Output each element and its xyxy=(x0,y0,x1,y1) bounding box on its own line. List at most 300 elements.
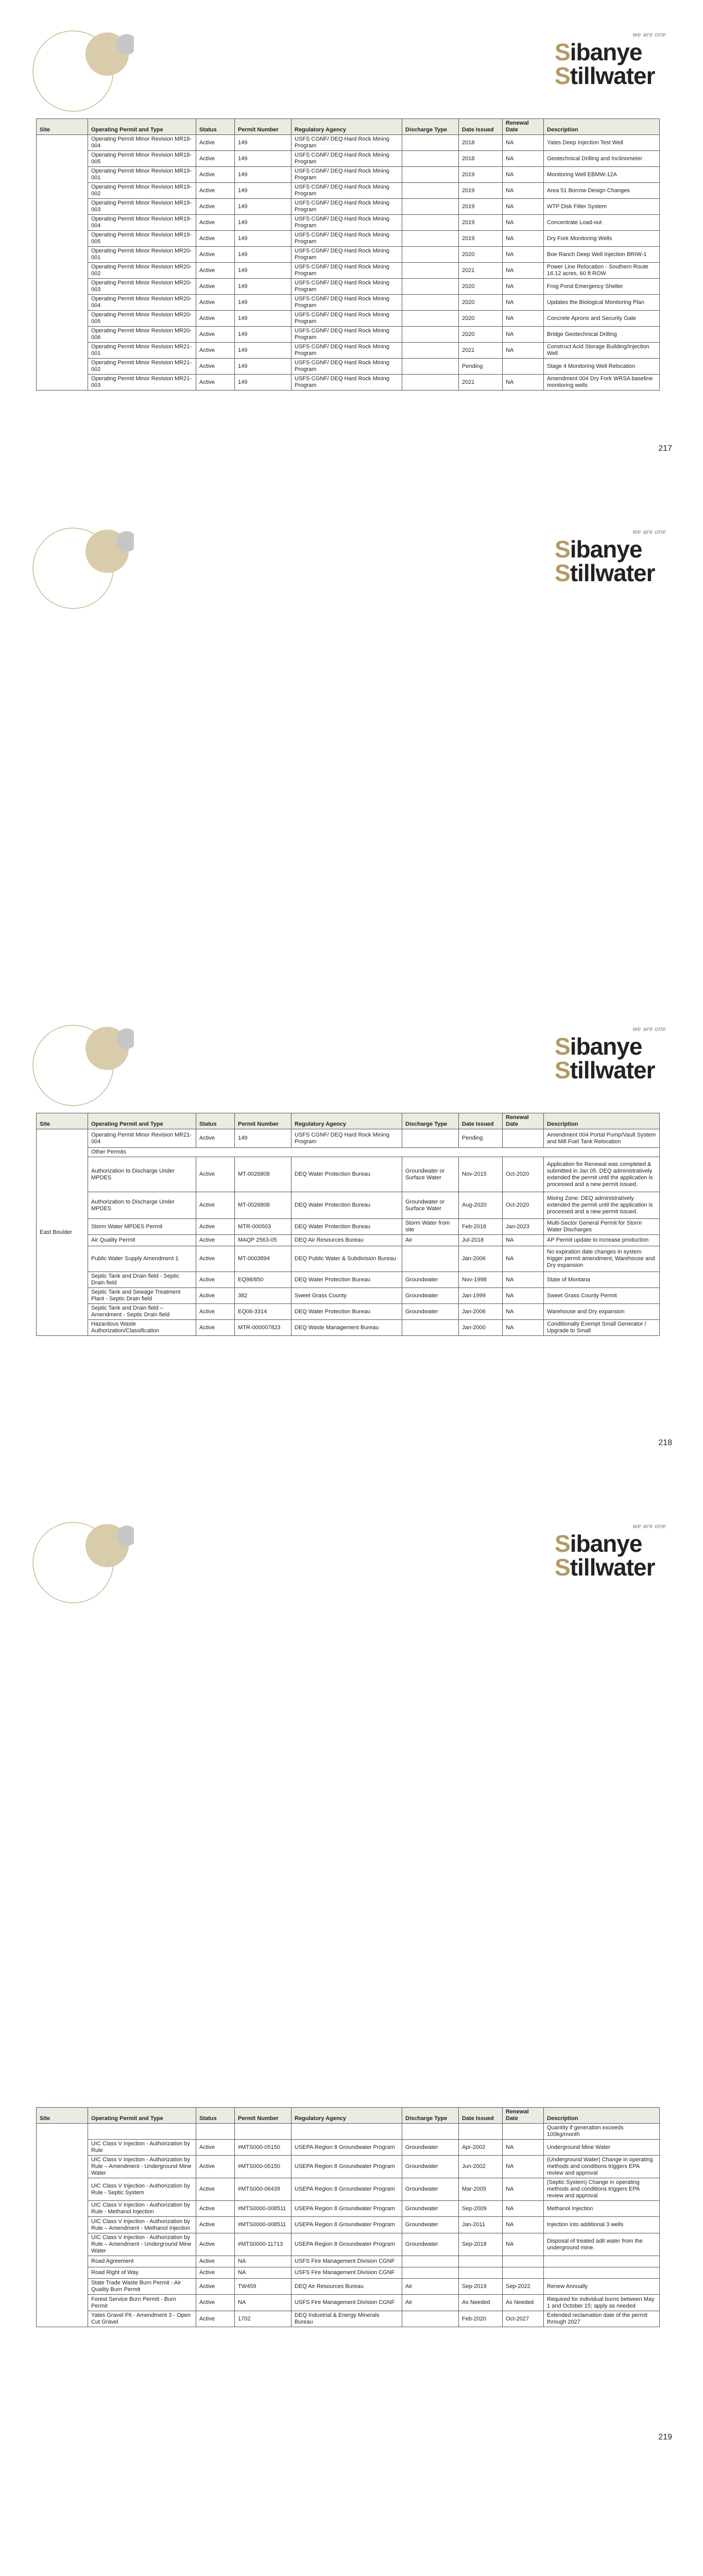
discharge-type-cell xyxy=(402,199,459,215)
status-cell: Active xyxy=(196,2217,235,2233)
permit-type-cell: UIC Class V Injection - Authorization by Rule – Amendment - Underground Mine Water xyxy=(88,2156,196,2178)
discharge-type-cell xyxy=(402,2256,459,2267)
description-cell: Disposal of treated adit water from the underground mine. xyxy=(544,2233,660,2256)
permit-number-cell: 149 xyxy=(235,327,292,343)
discharge-type-cell xyxy=(402,343,459,359)
table-row xyxy=(37,2201,660,2217)
description-cell: Multi-Sector General Permit for Storm Water Discharges xyxy=(544,1219,660,1235)
regulatory-agency-cell: DEQ Water Protection Bureau xyxy=(292,1219,402,1235)
table-row xyxy=(37,183,660,199)
discharge-type-cell: Air xyxy=(402,2295,459,2311)
regulatory-agency-cell: USFS CGNF/ DEQ Hard Rock Mining Program xyxy=(292,215,402,231)
permit-number-cell: 149 xyxy=(235,247,292,263)
permit-number-cell: 149 xyxy=(235,167,292,183)
header-permit-number: Permit Number xyxy=(235,1113,292,1129)
header-description: Description xyxy=(544,119,660,135)
regulatory-agency-cell: USFS CGNF/ DEQ Hard Rock Mining Program xyxy=(292,167,402,183)
permit-type-cell: Septic Tank and Drain field – Amendment - Septic Drain field xyxy=(88,1304,196,1320)
permit-type-cell: Road Right of Way xyxy=(88,2267,196,2279)
permit-number-cell: #MTS0000-008511 xyxy=(235,2217,292,2233)
regulatory-agency-cell: USFS Fire Management Division CGNF xyxy=(292,2256,402,2267)
permit-number-cell: 149 xyxy=(235,135,292,151)
company-logo xyxy=(555,30,673,92)
date-issued-cell: 2018 xyxy=(459,151,503,167)
renewal-date-cell: Oct-2027 xyxy=(503,2311,544,2327)
permit-type-cell: Operating Permit Minor Revision MR20-005 xyxy=(88,311,196,327)
description-cell: Geotechnical Drilling and Inclinometer xyxy=(544,151,660,167)
description-cell: Frog Pond Emergency Shelter xyxy=(544,279,660,295)
permit-type-cell: Operating Permit Minor Revision MR21-004 xyxy=(88,1129,196,1148)
date-issued-cell: Nov-1998 xyxy=(459,1272,503,1288)
status-cell: Active xyxy=(196,231,235,247)
permit-number-cell: #MTS000-05150 xyxy=(235,2140,292,2156)
table-row xyxy=(37,247,660,263)
date-issued-cell: 2020 xyxy=(459,279,503,295)
status-cell: Active xyxy=(196,2156,235,2178)
status-cell: Active xyxy=(196,2279,235,2295)
permit-number-cell: #MTS0000-008511 xyxy=(235,2201,292,2217)
permit-type-cell: Air Quality Permit xyxy=(88,1235,196,1246)
table-row xyxy=(37,263,660,279)
discharge-type-cell: Groundwater xyxy=(402,2217,459,2233)
permit-type-cell: Storm Water MPDES Permit xyxy=(88,1219,196,1235)
site-cell: East Boulder xyxy=(37,1129,88,1336)
discharge-type-cell xyxy=(402,375,459,391)
permit-type-cell: Operating Permit Minor Revision MR19-002 xyxy=(88,183,196,199)
status-cell: Active xyxy=(196,311,235,327)
discharge-type-cell: Groundwater xyxy=(402,2201,459,2217)
date-issued-cell xyxy=(459,2124,503,2140)
header-site: Site xyxy=(37,119,88,135)
renewal-date-cell: NA xyxy=(503,1272,544,1288)
renewal-date-cell: NA xyxy=(503,1246,544,1272)
table-row xyxy=(37,359,660,375)
company-logo xyxy=(555,527,673,589)
permit-type-cell: Operating Permit Minor Revision MR20-006 xyxy=(88,327,196,343)
table-row xyxy=(37,2279,660,2295)
permit-number-cell: 382 xyxy=(235,1288,292,1304)
status-cell: Active xyxy=(196,1157,235,1192)
renewal-date-cell: As Needed xyxy=(503,2295,544,2311)
description-cell: Power Line Relocation - Southern Route 16.12 acres, 60 ft ROW xyxy=(544,263,660,279)
permit-type-cell: Public Water Supply Amendment 1 xyxy=(88,1246,196,1272)
permit-number-cell: MTR-000503 xyxy=(235,1219,292,1235)
regulatory-agency-cell: DEQ Water Protection Bureau xyxy=(292,1192,402,1219)
regulatory-agency-cell: USFS CGNF/ DEQ Hard Rock Mining Program xyxy=(292,247,402,263)
table-row xyxy=(37,199,660,215)
permit-type-cell: Operating Permit Minor Revision MR18-004 xyxy=(88,135,196,151)
description-cell: Warehouse and Dry expansion xyxy=(544,1304,660,1320)
status-cell: Active xyxy=(196,1192,235,1219)
regulatory-agency-cell: USFS CGNF/ DEQ Hard Rock Mining Program xyxy=(292,231,402,247)
description-cell xyxy=(544,2256,660,2267)
discharge-type-cell xyxy=(402,183,459,199)
permit-number-cell: MTR-000007823 xyxy=(235,1320,292,1336)
permit-type-cell: Road Agreement xyxy=(88,2256,196,2267)
date-issued-cell: Jul-2018 xyxy=(459,1235,503,1246)
description-cell: Application for Renewal was completed & submitted in Jan 05. DEQ administratively extended the permit until the application is processed and a new permit issued. xyxy=(544,1157,660,1192)
description-cell: State of Montana xyxy=(544,1272,660,1288)
permit-type-cell: Hazardous Waste Authorization/Classification xyxy=(88,1320,196,1336)
status-cell: Active xyxy=(196,135,235,151)
status-cell: Active xyxy=(196,279,235,295)
permit-number-cell: 149 xyxy=(235,359,292,375)
header-discharge-type: Discharge Type xyxy=(402,119,459,135)
table-row xyxy=(37,167,660,183)
status-cell: Active xyxy=(196,1272,235,1288)
discharge-type-cell xyxy=(402,327,459,343)
permit-type-cell: Authorization to Discharge Under MPDES xyxy=(88,1192,196,1219)
logo-word-2: Stillwater xyxy=(555,560,655,586)
renewal-date-cell: NA xyxy=(503,231,544,247)
date-issued-cell: 2019 xyxy=(459,231,503,247)
site-cell xyxy=(37,135,88,391)
regulatory-agency-cell: USFS CGNF/ DEQ Hard Rock Mining Program xyxy=(292,327,402,343)
permit-type-cell: Operating Permit Minor Revision MR20-004 xyxy=(88,295,196,311)
regulatory-agency-cell: DEQ Air Resources Bureau xyxy=(292,2279,402,2295)
date-issued-cell: Aug-2020 xyxy=(459,1192,503,1219)
description-cell: Conditionally Exempt Small Generator / Upgrade to Small xyxy=(544,1320,660,1336)
description-cell: Mixing Zone: DEQ administratively extended the permit until the application is processed and a new permit issued. xyxy=(544,1192,660,1219)
permit-number-cell: EQ98/850 xyxy=(235,1272,292,1288)
regulatory-agency-cell: USFS CGNF/ DEQ Hard Rock Mining Program xyxy=(292,311,402,327)
regulatory-agency-cell: USEPA Region 8 Groundwater Program xyxy=(292,2140,402,2156)
status-cell: Active xyxy=(196,1320,235,1336)
regulatory-agency-cell: USFS CGNF/ DEQ Hard Rock Mining Program xyxy=(292,359,402,375)
header-permit-type: Operating Permit and Type xyxy=(88,1113,196,1129)
date-issued-cell: Apr-2002 xyxy=(459,2140,503,2156)
date-issued-cell: Jan-2006 xyxy=(459,1304,503,1320)
date-issued-cell: Jan-2000 xyxy=(459,1320,503,1336)
description-cell: Amendment 004 Dry Fork WRSA baseline monitoring wells xyxy=(544,375,660,391)
table-row xyxy=(37,2311,660,2327)
regulatory-agency-cell: DEQ Air Resources Bureau xyxy=(292,1235,402,1246)
company-logo xyxy=(555,1521,673,1583)
permit-number-cell: 149 xyxy=(235,311,292,327)
status-cell: Active xyxy=(196,375,235,391)
table-header-row xyxy=(37,119,660,135)
permit-number-cell: MAQP 2563-05 xyxy=(235,1235,292,1246)
date-issued-cell: Jan-1999 xyxy=(459,1288,503,1304)
logo-word-1: Sibanye xyxy=(555,536,642,563)
decorative-circles-icon xyxy=(31,1517,134,1605)
permit-type-cell: Authorization to Discharge Under MPDES xyxy=(88,1157,196,1192)
table-row xyxy=(37,327,660,343)
discharge-type-cell xyxy=(402,359,459,375)
table-row xyxy=(37,2124,660,2140)
date-issued-cell: 2019 xyxy=(459,183,503,199)
permit-number-cell: 149 xyxy=(235,183,292,199)
discharge-type-cell: Groundwater xyxy=(402,1272,459,1288)
discharge-type-cell xyxy=(402,2267,459,2279)
table-header-row xyxy=(37,2108,660,2124)
table-row xyxy=(37,151,660,167)
regulatory-agency-cell: USFS CGNF/ DEQ Hard Rock Mining Program xyxy=(292,375,402,391)
regulatory-agency-cell: USFS CGNF/ DEQ Hard Rock Mining Program xyxy=(292,1129,402,1148)
status-cell: Active xyxy=(196,295,235,311)
permit-type-cell: Operating Permit Minor Revision MR19-003 xyxy=(88,199,196,215)
page-number: 218 xyxy=(658,1438,672,1447)
description-cell: Sweet Grass County Permit xyxy=(544,1288,660,1304)
description-cell: Dry Fork Monitoring Wells xyxy=(544,231,660,247)
header-renewal-date: Renewal Date xyxy=(503,119,544,135)
logo-tagline: we are one xyxy=(632,528,666,535)
status-cell: Active xyxy=(196,359,235,375)
status-cell xyxy=(196,2124,235,2140)
description-cell: Construct Acid Storage Building/Injection Well xyxy=(544,343,660,359)
logo-word-2: Stillwater xyxy=(555,62,655,89)
logo-word-1: Sibanye xyxy=(555,1530,642,1557)
date-issued-cell: Jun-2002 xyxy=(459,2156,503,2178)
date-issued-cell: Pending xyxy=(459,1129,503,1148)
description-cell: (Septic System) Change in operating methods and conditions triggers EPA review and approval xyxy=(544,2178,660,2201)
renewal-date-cell: NA xyxy=(503,2156,544,2178)
date-issued-cell: 2020 xyxy=(459,311,503,327)
discharge-type-cell xyxy=(402,247,459,263)
status-cell: Active xyxy=(196,2178,235,2201)
renewal-date-cell: NA xyxy=(503,343,544,359)
regulatory-agency-cell: USFS CGNF/ DEQ Hard Rock Mining Program xyxy=(292,135,402,151)
page-number: 219 xyxy=(658,2433,672,2442)
permit-number-cell: #MTS000-06439 xyxy=(235,2178,292,2201)
date-issued-cell: Sep-2019 xyxy=(459,2279,503,2295)
discharge-type-cell: Air xyxy=(402,2279,459,2295)
permit-number-cell: 149 xyxy=(235,215,292,231)
renewal-date-cell: NA xyxy=(503,199,544,215)
renewal-date-cell: NA xyxy=(503,183,544,199)
discharge-type-cell: Storm Water from site xyxy=(402,1219,459,1235)
discharge-type-cell xyxy=(402,215,459,231)
status-cell: Active xyxy=(196,1304,235,1320)
header-description: Description xyxy=(544,2108,660,2124)
description-cell: Renew Annually xyxy=(544,2279,660,2295)
document-page xyxy=(0,1492,703,1989)
logo-word-2: Stillwater xyxy=(555,1554,655,1581)
description-cell: Yates Deep Injection Test Well xyxy=(544,135,660,151)
regulatory-agency-cell: USEPA Region 8 Groundwater Program xyxy=(292,2217,402,2233)
table-row xyxy=(37,311,660,327)
permit-number-cell: NA xyxy=(235,2256,292,2267)
site-cell xyxy=(37,2124,88,2327)
date-issued-cell: 2020 xyxy=(459,327,503,343)
header-permit-number: Permit Number xyxy=(235,2108,292,2124)
date-issued-cell: Jan-2011 xyxy=(459,2217,503,2233)
discharge-type-cell: Groundwater xyxy=(402,1288,459,1304)
date-issued-cell: 2019 xyxy=(459,199,503,215)
status-cell: Active xyxy=(196,1235,235,1246)
status-cell: Active xyxy=(196,1288,235,1304)
header-renewal-date: Renewal Date xyxy=(503,1113,544,1129)
discharge-type-cell: Air xyxy=(402,1235,459,1246)
permit-number-cell: #MTS000-05150 xyxy=(235,2156,292,2178)
description-cell: No expiration date changes in system trigger permit amendment, Warehouse and Dry expansion xyxy=(544,1246,660,1272)
description-cell: Stage 4 Monitoring Well Relocation xyxy=(544,359,660,375)
permits-table xyxy=(36,118,660,391)
permit-type-cell: Yates Gravel Pit - Amendment 3 - Open Cut Gravel xyxy=(88,2311,196,2327)
table-row xyxy=(37,2267,660,2279)
permit-type-cell: Operating Permit Minor Revision MR18-005 xyxy=(88,151,196,167)
permit-type-cell: UIC Class V Injection - Authorization by Rule - Septic System xyxy=(88,2178,196,2201)
header-status: Status xyxy=(196,119,235,135)
permit-number-cell: 149 xyxy=(235,263,292,279)
status-cell: Active xyxy=(196,263,235,279)
date-issued-cell: Feb-2020 xyxy=(459,2311,503,2327)
description-cell: Required for individual burns between May 1 and October 15; apply as needed xyxy=(544,2295,660,2311)
permit-type-cell: Operating Permit Minor Revision MR21-002 xyxy=(88,359,196,375)
page-number: 217 xyxy=(658,444,672,453)
header-date-issued: Date Issued xyxy=(459,119,503,135)
regulatory-agency-cell: DEQ Water Protection Bureau xyxy=(292,1304,402,1320)
renewal-date-cell: NA xyxy=(503,311,544,327)
company-logo xyxy=(555,1024,673,1086)
permit-type-cell: Operating Permit Minor Revision MR19-001 xyxy=(88,167,196,183)
header-permit-number: Permit Number xyxy=(235,119,292,135)
status-cell: Active xyxy=(196,2295,235,2311)
description-cell: Concrete Aprons and Security Gate xyxy=(544,311,660,327)
regulatory-agency-cell: USFS CGNF/ DEQ Hard Rock Mining Program xyxy=(292,199,402,215)
date-issued-cell: 2021 xyxy=(459,263,503,279)
permit-type-cell: UIC Class V Injection - Authorization by Rule – Amendment - Underground Mine Water xyxy=(88,2233,196,2256)
status-cell: Active xyxy=(196,327,235,343)
logo-tagline: we are one xyxy=(632,1522,666,1530)
date-issued-cell: 2020 xyxy=(459,295,503,311)
status-cell: Active xyxy=(196,2201,235,2217)
header-site: Site xyxy=(37,1113,88,1129)
status-cell: Active xyxy=(196,215,235,231)
header-regulatory-agency: Regulatory Agency xyxy=(292,119,402,135)
discharge-type-cell: Groundwater xyxy=(402,2178,459,2201)
permit-number-cell: #MTS0000-11713 xyxy=(235,2233,292,2256)
permit-number-cell: 149 xyxy=(235,375,292,391)
permit-type-cell: Operating Permit Minor Revision MR19-005 xyxy=(88,231,196,247)
regulatory-agency-cell: USEPA Region 8 Groundwater Program xyxy=(292,2201,402,2217)
regulatory-agency-cell: USFS CGNF/ DEQ Hard Rock Mining Program xyxy=(292,343,402,359)
renewal-date-cell: NA xyxy=(503,2201,544,2217)
permit-number-cell: 149 xyxy=(235,343,292,359)
permit-type-cell: Forest Service Burn Permit - Burn Permit xyxy=(88,2295,196,2311)
document-page xyxy=(0,0,703,497)
date-issued-cell: Mar-2005 xyxy=(459,2178,503,2201)
status-cell: Active xyxy=(196,343,235,359)
header-renewal-date: Renewal Date xyxy=(503,2108,544,2124)
renewal-date-cell: NA xyxy=(503,247,544,263)
renewal-date-cell: NA xyxy=(503,1235,544,1246)
header-regulatory-agency: Regulatory Agency xyxy=(292,2108,402,2124)
permit-number-cell: NA xyxy=(235,2295,292,2311)
status-cell: Active xyxy=(196,2233,235,2256)
regulatory-agency-cell: Sweet Grass County xyxy=(292,1288,402,1304)
table-row xyxy=(37,279,660,295)
status-cell: Active xyxy=(196,1246,235,1272)
permit-number-cell: MT-0003894 xyxy=(235,1246,292,1272)
discharge-type-cell xyxy=(402,167,459,183)
logo-tagline: we are one xyxy=(632,1025,666,1032)
table-row xyxy=(37,135,660,151)
header-date-issued: Date Issued xyxy=(459,1113,503,1129)
discharge-type-cell xyxy=(402,279,459,295)
permit-number-cell xyxy=(235,2124,292,2140)
description-cell: Extended reclamation date of the permit through 2027 xyxy=(544,2311,660,2327)
permit-number-cell: 149 xyxy=(235,295,292,311)
table-row xyxy=(37,2295,660,2311)
description-cell: Quantity if generation exceeds 100kg/month xyxy=(544,2124,660,2140)
regulatory-agency-cell: USFS CGNF/ DEQ Hard Rock Mining Program xyxy=(292,295,402,311)
permit-type-cell: UIC Class V Injection - Authorization by Rule xyxy=(88,2140,196,2156)
renewal-date-cell xyxy=(503,359,544,375)
discharge-type-cell xyxy=(402,311,459,327)
description-cell: Injection into additional 3 wells xyxy=(544,2217,660,2233)
date-issued-cell xyxy=(459,2256,503,2267)
header-status: Status xyxy=(196,1113,235,1129)
regulatory-agency-cell: DEQ Public Water & Subdivision Bureau xyxy=(292,1246,402,1272)
description-cell: AP Permit update to increase production xyxy=(544,1235,660,1246)
renewal-date-cell: NA xyxy=(503,295,544,311)
regulatory-agency-cell: USFS Fire Management Division CGNF xyxy=(292,2295,402,2311)
date-issued-cell: Jan-2006 xyxy=(459,1246,503,1272)
permit-number-cell: 149 xyxy=(235,199,292,215)
date-issued-cell: 2021 xyxy=(459,343,503,359)
document-page xyxy=(0,994,703,2442)
permit-number-cell: 149 xyxy=(235,279,292,295)
status-cell: Active xyxy=(196,2267,235,2279)
discharge-type-cell xyxy=(402,231,459,247)
date-issued-cell: Sep-2009 xyxy=(459,2201,503,2217)
decorative-circles-icon xyxy=(31,26,134,113)
header-discharge-type: Discharge Type xyxy=(402,1113,459,1129)
discharge-type-cell xyxy=(402,135,459,151)
permit-type-cell: UIC Class V Injection - Authorization by Rule – Amendment - Methanol Injection xyxy=(88,2217,196,2233)
permit-number-cell: MT-0026808 xyxy=(235,1157,292,1192)
renewal-date-cell: NA xyxy=(503,2140,544,2156)
table-row xyxy=(37,231,660,247)
date-issued-cell xyxy=(459,2267,503,2279)
discharge-type-cell xyxy=(402,2311,459,2327)
regulatory-agency-cell: USFS CGNF/ DEQ Hard Rock Mining Program xyxy=(292,263,402,279)
discharge-type-cell xyxy=(402,295,459,311)
table-row xyxy=(37,2217,660,2233)
renewal-date-cell xyxy=(503,2124,544,2140)
regulatory-agency-cell: DEQ Water Protection Bureau xyxy=(292,1272,402,1288)
description-cell: (Underground Water) Change in operating methods and conditions triggers EPA review and approval xyxy=(544,2156,660,2178)
renewal-date-cell: NA xyxy=(503,2217,544,2233)
renewal-date-cell: Sep-2022 xyxy=(503,2279,544,2295)
regulatory-agency-cell: USFS Fire Management Division CGNF xyxy=(292,2267,402,2279)
date-issued-cell: 2020 xyxy=(459,247,503,263)
status-cell: Active xyxy=(196,151,235,167)
permit-number-cell: 149 xyxy=(235,231,292,247)
regulatory-agency-cell: USFS CGNF/ DEQ Hard Rock Mining Program xyxy=(292,151,402,167)
date-issued-cell: Feb-2018 xyxy=(459,1219,503,1235)
permit-number-cell: MT-0026808 xyxy=(235,1192,292,1219)
description-cell: Area 51 Borrow Design Changes xyxy=(544,183,660,199)
regulatory-agency-cell: DEQ Water Protection Bureau xyxy=(292,1157,402,1192)
header-status: Status xyxy=(196,2108,235,2124)
regulatory-agency-cell: USFS CGNF/ DEQ Hard Rock Mining Program xyxy=(292,183,402,199)
renewal-date-cell: NA xyxy=(503,135,544,151)
date-issued-cell: 2019 xyxy=(459,167,503,183)
renewal-date-cell: NA xyxy=(503,2233,544,2256)
table-row xyxy=(37,295,660,311)
permit-type-cell: Septic Tank and Drain field - Septic Drain field xyxy=(88,1272,196,1288)
status-cell: Active xyxy=(196,2140,235,2156)
renewal-date-cell: NA xyxy=(503,2178,544,2201)
renewal-date-cell: Oct-2020 xyxy=(503,1192,544,1219)
permit-type-cell: Operating Permit Minor Revision MR21-001 xyxy=(88,343,196,359)
status-cell: Active xyxy=(196,1219,235,1235)
permit-type-cell: Operating Permit Minor Revision MR20-002 xyxy=(88,263,196,279)
table-row xyxy=(37,2178,660,2201)
date-issued-cell: 2019 xyxy=(459,215,503,231)
